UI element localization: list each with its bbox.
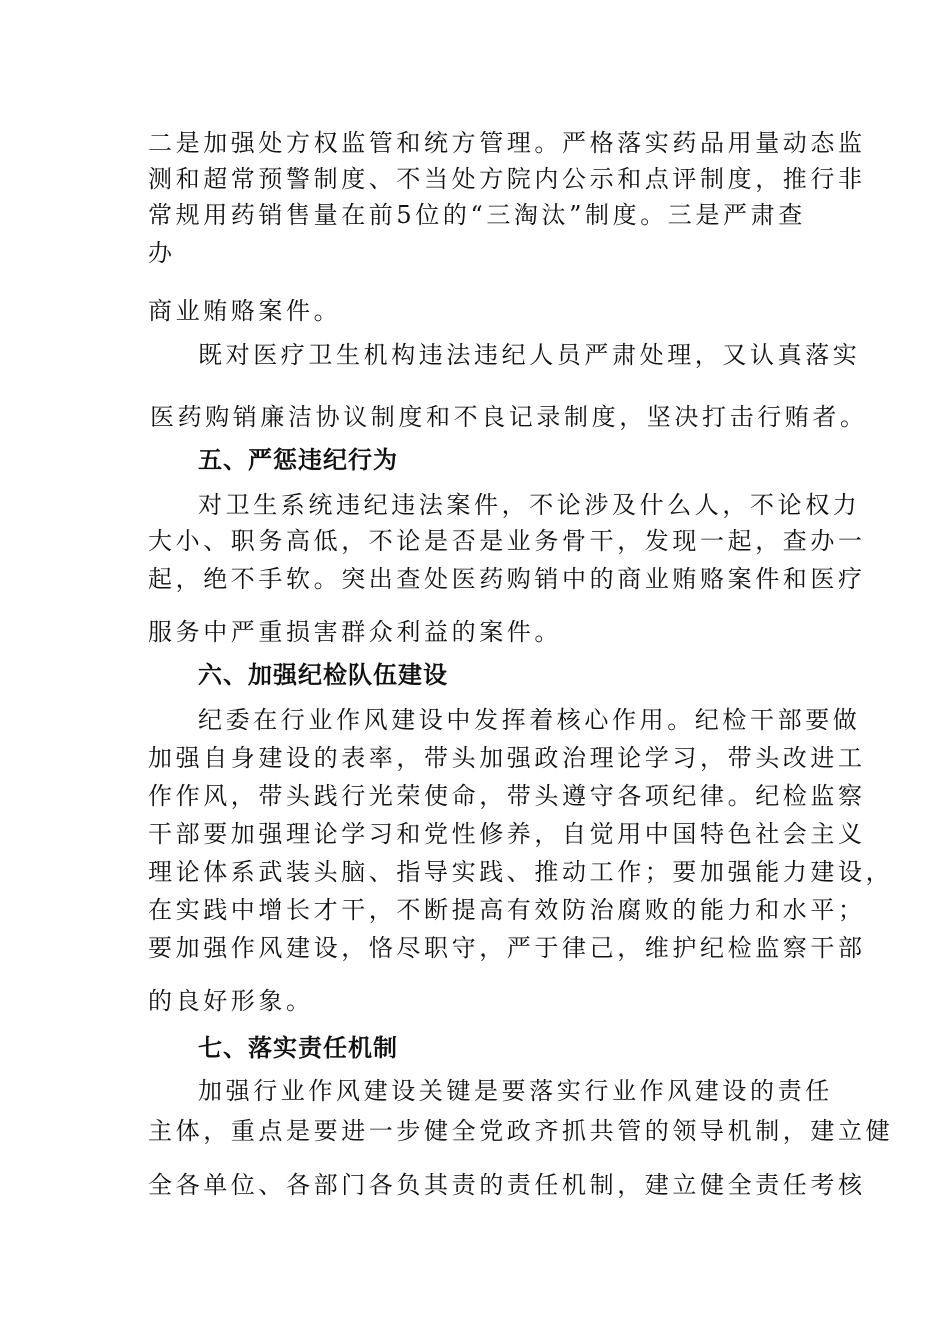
body-text-line: 常规用药销售量在前5位的“三淘汰”制度。三是严肃查 — [148, 201, 806, 229]
body-text-line: 理论体系武装头脑、指导实践、推动工作；要加强能力建设， — [148, 858, 894, 886]
body-text-line: 测和超常预警制度、不当处方院内公示和点评制度，推行非 — [148, 165, 866, 193]
body-text-line: 作作风，带头践行光荣使命，带头遵守各项纪律。纪检监察 — [148, 782, 866, 810]
body-text-line: 全各单位、各部门各负其责的责任机制，建立健全责任考核 — [148, 1171, 866, 1199]
body-text-line: 商业贿赂案件。 — [148, 297, 342, 325]
body-text-line: 对卫生系统违纪违法案件，不论涉及什么人，不论权力 — [198, 491, 861, 519]
body-text-line: 既对医疗卫生机构违法违纪人员严肃处理，又认真落实 — [198, 341, 861, 369]
body-text-line: 加强行业作风建设关键是要落实行业作风建设的责任 — [198, 1077, 833, 1105]
section-heading: 七、落实责任机制 — [198, 1034, 398, 1062]
body-text-line: 大小、职务高低，不论是否是业务骨干，发现一起，查办一 — [148, 527, 866, 555]
body-text-line: 的良好形象。 — [148, 987, 314, 1015]
body-text-line: 加强自身建设的表率，带头加强政治理论学习，带头改进工 — [148, 744, 866, 772]
body-text-line: 纪委在行业作风建设中发挥着核心作用。纪检干部要做 — [198, 706, 861, 734]
section-heading: 六、加强纪检队伍建设 — [198, 661, 448, 689]
section-heading: 五、严惩违纪行为 — [198, 446, 398, 474]
body-text-line: 在实践中增长才干，不断提高有效防治腐败的能力和水平； — [148, 896, 866, 924]
body-text-line: 办 — [148, 239, 176, 267]
body-text-line: 起，绝不手软。突出查处医药购销中的商业贿赂案件和医疗 — [148, 565, 866, 593]
body-text-line: 干部要加强理论学习和党性修养，自觉用中国特色社会主义 — [148, 820, 866, 848]
body-text-line: 医药购销廉洁协议制度和不良记录制度，坚决打击行贿者。 — [150, 403, 868, 431]
body-text-line: 主体，重点是要进一步健全党政齐抓共管的领导机制，建立健 — [148, 1117, 894, 1145]
body-text-line: 服务中严重损害群众利益的案件。 — [148, 618, 562, 646]
body-text-line: 二是加强处方权监管和统方管理。严格落实药品用量动态监 — [148, 129, 866, 157]
body-text-line: 要加强作风建设，恪尽职守，严于律己，维护纪检监察干部 — [148, 934, 866, 962]
